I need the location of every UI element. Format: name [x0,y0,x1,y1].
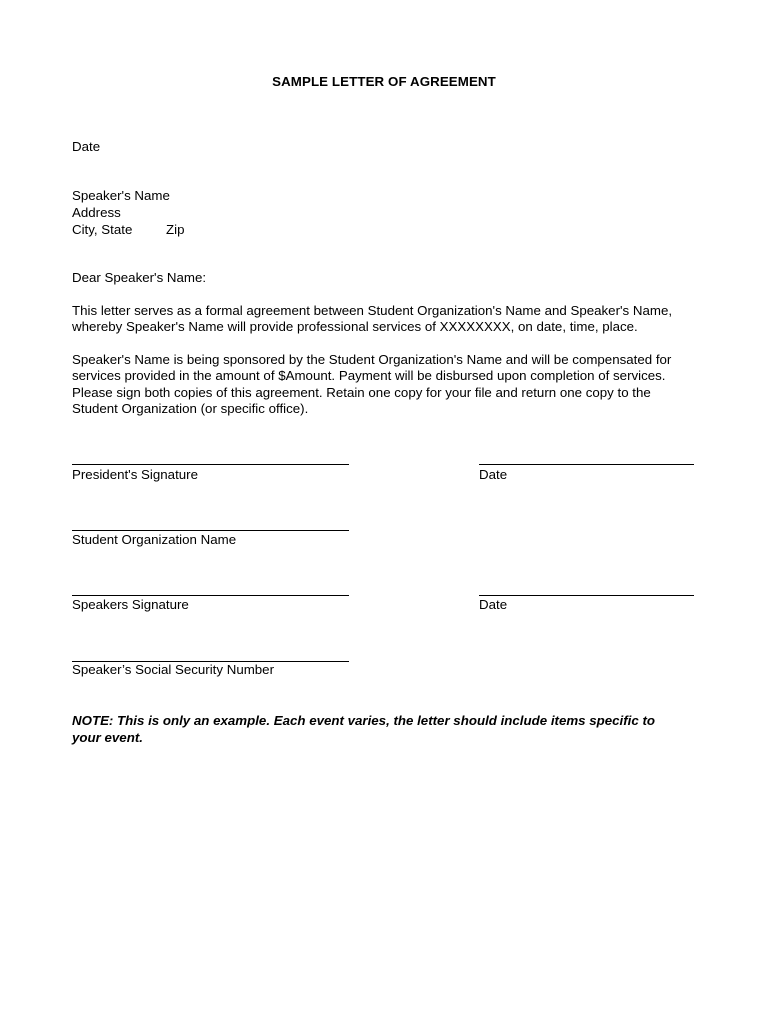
recipient-street: Address [72,205,121,220]
paragraph-line: whereby Speaker's Name will provide professional services of XXXXXXXX, on date, time, place. [72,319,638,335]
paragraph-line: This letter serves as a formal agreement between Student Organization's Name and Speaker's Name, [72,303,673,318]
paragraph-line: services provided in the amount of $Amount. Payment will be disbursed upon completion of services. [72,368,666,384]
recipient-city-state-zip [72,222,185,239]
note-line: NOTE: This is only an example. Each event varies, the letter should include items specific to [72,713,656,728]
paragraph-line: Student Organization (or specific office). [72,401,309,417]
speaker-date-label: Date [479,597,508,612]
president-date-label: Date [479,467,508,482]
note-line: your event. [72,730,143,745]
ssn-label: Speaker’s Social Security Number [72,662,275,677]
recipient-name: Speaker's Name [72,188,170,203]
date-line: Date [72,139,101,154]
speaker-signature-line [72,595,349,596]
paragraph-sponsorship [72,352,704,418]
paragraph-agreement [72,303,704,336]
org-name-label: Student Organization Name [72,532,237,547]
document-title: SAMPLE LETTER OF AGREEMENT [272,74,496,89]
speaker-date-line [479,595,694,596]
recipient-city-state: City, State [72,222,133,237]
salutation: Dear Speaker's Name: [72,270,207,285]
president-signature-label: President's Signature [72,467,198,482]
president-signature-line [72,464,349,465]
paragraph-line: Please sign both copies of this agreement. Retain one copy for your file and return one copy to the [72,384,651,400]
paragraph-line: Speaker's Name is being sponsored by the Student Organization's Name and will be compensated for [72,352,672,367]
speaker-signature-label: Speakers Signature [72,597,189,612]
note [72,712,712,746]
recipient-zip: Zip [166,222,185,237]
org-name-line [72,530,349,531]
president-date-line [479,464,694,465]
